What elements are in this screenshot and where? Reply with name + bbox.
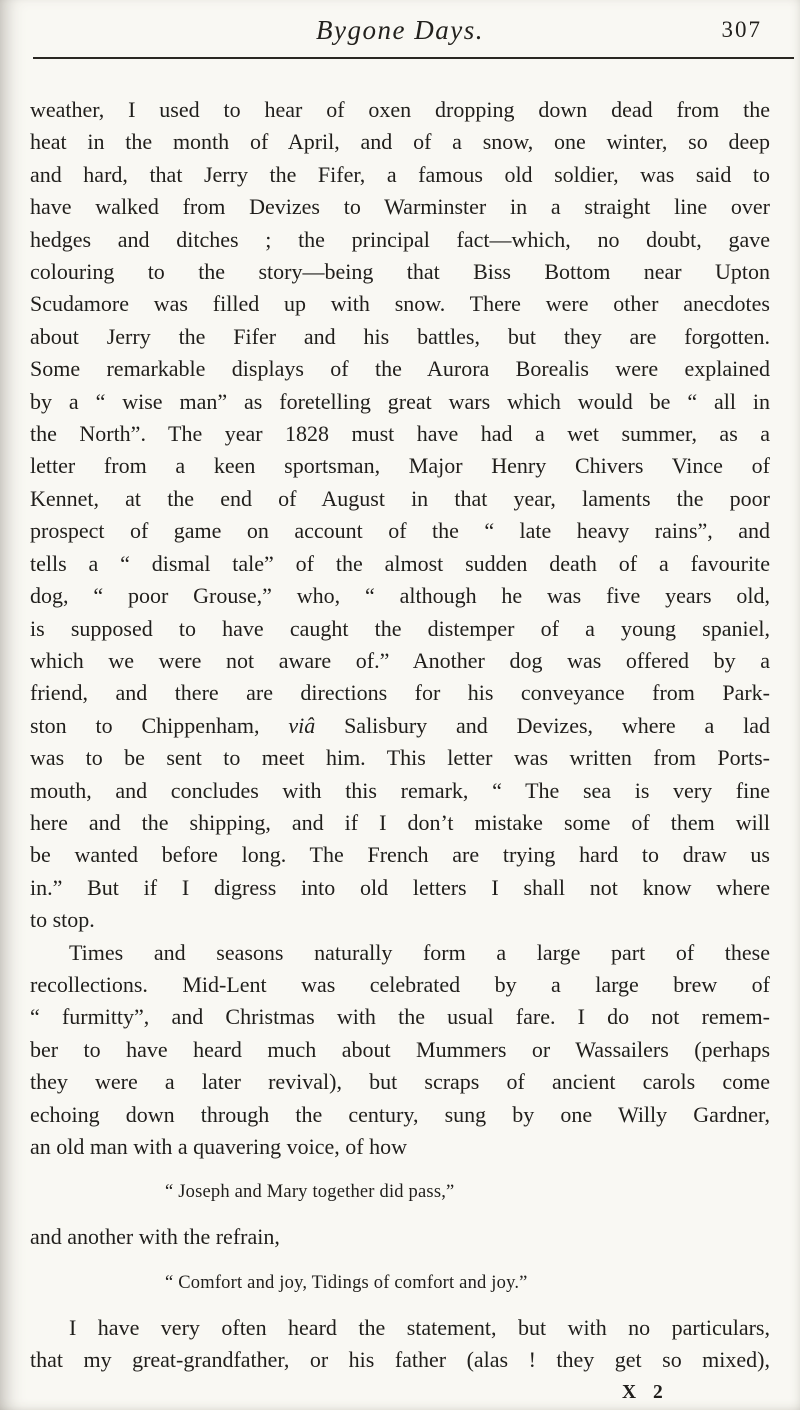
verse bbox=[165, 1272, 770, 1294]
text-line: prospect of game on account of the “ late heavy rains”, and bbox=[30, 518, 770, 544]
page-body bbox=[30, 94, 770, 1377]
text-line: hedges and ditches ; the principal fact—which, no doubt, gave bbox=[30, 226, 770, 252]
text-line: the North”. The year 1828 must have had a wet summer, as a bbox=[30, 421, 770, 447]
text-line: Scudamore was filled up with snow. There were other anecdotes bbox=[30, 291, 770, 317]
text-line: and another with the refrain, bbox=[30, 1224, 280, 1250]
header-rule bbox=[33, 57, 794, 59]
text-line: ber to have heard much about Mummers or Wassailers (perhaps bbox=[30, 1036, 770, 1062]
text-line: they were a later revival), but scraps of ancient carols come bbox=[30, 1069, 770, 1095]
page-number: 307 bbox=[721, 17, 762, 42]
paragraph bbox=[30, 1312, 770, 1377]
verse-line: “ Comfort and joy, Tidings of comfort and joy.” bbox=[165, 1272, 528, 1293]
verse bbox=[165, 1181, 770, 1203]
text-line: by a “ wise man” as foretelling great wars which would be “ all in bbox=[30, 388, 770, 414]
text-line: letter from a keen sportsman, Major Henry Chivers Vince of bbox=[30, 453, 770, 479]
text-line: have walked from Devizes to Warminster in a straight line over bbox=[30, 194, 770, 220]
text-line: mouth, and concludes with this remark, “ The sea is very fine bbox=[30, 777, 770, 803]
verse-line: “ Joseph and Mary together did pass,” bbox=[165, 1182, 455, 1203]
text-line: in.” But if I digress into old letters I shall not know where bbox=[30, 874, 770, 900]
text-line: is supposed to have caught the distemper of a young spaniel, bbox=[30, 615, 770, 641]
text-line: that my great-grandfather, or his father (alas ! they get so mixed), bbox=[30, 1347, 770, 1373]
paragraph bbox=[30, 94, 770, 937]
text-line: and hard, that Jerry the Fifer, a famous old soldier, was said to bbox=[30, 161, 770, 187]
text-line: to stop. bbox=[30, 907, 95, 933]
text-line: Some remarkable displays of the Aurora Borealis were explained bbox=[30, 356, 770, 382]
text-line: Times and seasons naturally form a large part of these bbox=[69, 939, 770, 965]
text-line: ston to Chippenham, viâ Salisbury and Devizes, where a lad bbox=[30, 712, 770, 738]
text-line: about Jerry the Fifer and his battles, but they are forgotten. bbox=[30, 323, 770, 349]
text-line: Kennet, at the end of August in that year, laments the poor bbox=[30, 485, 770, 511]
text-line: be wanted before long. The French are trying hard to draw us bbox=[30, 842, 770, 868]
signature-mark: X 2 bbox=[622, 1381, 666, 1403]
text-line: friend, and there are directions for his conveyance from Park- bbox=[30, 680, 770, 706]
page-title: Bygone Days. bbox=[316, 15, 484, 45]
text-line: dog, “ poor Grouse,” who, “ although he was five years old, bbox=[30, 583, 770, 609]
text-line: here and the shipping, and if I don’t mistake some of them will bbox=[30, 809, 770, 835]
text-line: was to be sent to meet him. This letter was written from Ports- bbox=[30, 745, 770, 771]
text-line: weather, I used to hear of oxen dropping down dead from the bbox=[30, 97, 770, 122]
text-line: colouring to the story—being that Biss Bottom near Upton bbox=[30, 259, 770, 285]
text-line: “ furmitty”, and Christmas with the usual fare. I do not remem- bbox=[30, 1004, 770, 1030]
text-line: echoing down through the century, sung by one Willy Gardner, bbox=[30, 1101, 770, 1127]
text-line: tells a “ dismal tale” of the almost sudden death of a favourite bbox=[30, 550, 770, 576]
text-line: which we were not aware of.” Another dog was offered by a bbox=[30, 647, 770, 673]
running-head bbox=[0, 0, 800, 57]
paragraph bbox=[30, 937, 770, 1164]
text-line: I have very often heard the statement, but with no particulars, bbox=[69, 1314, 770, 1340]
text-line: an old man with a quavering voice, of how bbox=[30, 1134, 407, 1159]
paragraph bbox=[30, 1221, 770, 1253]
text-line: heat in the month of April, and of a snow, one winter, so deep bbox=[30, 129, 770, 155]
text-line: recollections. Mid-Lent was celebrated by a large brew of bbox=[30, 971, 770, 997]
